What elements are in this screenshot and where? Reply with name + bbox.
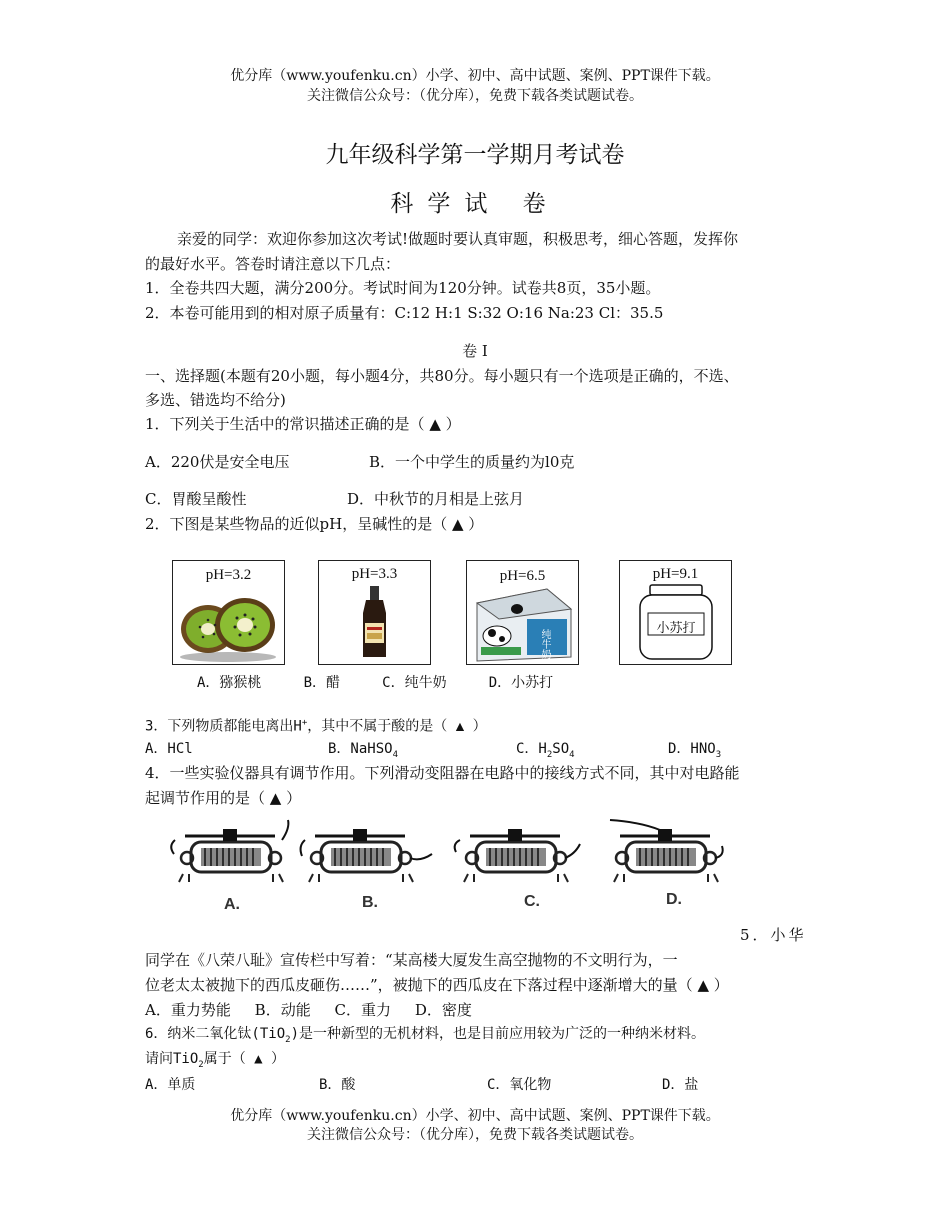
q3-option-a: A．HCl [145,741,193,757]
intro-line-2: 的最好水平。答卷时请注意以下几点： [145,255,401,273]
q3-stem-post: ，其中不属于酸的是（ ▲ ） [307,718,487,735]
milk-figure [466,560,579,665]
q6-line2-pre: 请问TiO [145,1051,199,1067]
footer-line-1: 优分库（www.youfenku.cn）小学、初中、高中试题、案例、PPT课件下载。 [230,1108,720,1124]
header-line-2: 关注微信公众号：（优分库），免费下载各类试题试卷。 [307,88,643,104]
q1-stem: 1．下列关于生活中的常识描述正确的是（ ▲ ） [145,415,461,433]
page-title: 九年级科学第一学期月考试卷 [325,142,625,168]
q5-stem-line-2: 位老太太被抛下的西瓜皮砸伤……”，被抛下的西瓜皮在下落过程中逐渐增大的量（ ▲ ） [145,976,729,994]
rheostat-b [301,829,432,882]
q1-option-a: A．220伏是安全电压 [145,453,290,471]
q3-b-pre: B．NaHSO [328,741,393,757]
q3-stem-pre: 3．下列物质都能电离出H [145,718,302,735]
q6-line1-sub: 2 [285,1034,291,1045]
intro-line-1: 亲爱的同学：欢迎你参加这次考试!做题时要认真审题，积极思考，细心答题，发挥你 [177,230,739,248]
header-line-1: 优分库（www.youfenku.cn）小学、初中、高中试题、案例、PPT课件下载。 [230,68,720,84]
baking-soda-figure [619,560,732,665]
q1-option-c: C．胃酸呈酸性 [145,490,247,508]
q6-line2-post: 属于（ ▲ ） [203,1051,286,1067]
q3-c-pre: C．H [516,741,547,757]
q6-option-d: D．盐 [662,1077,699,1093]
q2-options: A．猕猴桃 B．醋 C．纯牛奶 D．小苏打 [197,675,554,691]
q3-c-sub2: 4 [569,749,575,760]
q6-option-c: C．氧化物 [487,1077,552,1093]
q3-stem [145,714,487,736]
q6-stem-line-2 [145,1050,285,1074]
q3-option-c [516,740,575,764]
vinegar-figure [318,560,431,665]
q1-option-b: B．一个中学生的质量约为l0克 [369,453,575,471]
rheostat-label-b: B. [362,894,378,911]
q3-option-b [328,740,398,764]
milk-carton-label: 纯牛奶 [539,629,550,659]
q3-c-mid: SO [552,741,570,757]
q4-stem-line-2: 起调节作用的是（ ▲ ） [145,789,302,807]
kiwi-figure [172,560,285,665]
vinegar-bottle-icon [319,561,430,664]
kiwi-icon [173,561,284,664]
q3-b-sub: 4 [392,749,398,760]
rheostat-c [455,829,580,882]
milk-carton-icon [467,561,578,664]
q3-d-pre: D．HNO [668,741,716,757]
rheostat-label-d: D. [666,891,682,908]
intro-note-2: 2．本卷可能用到的相对原子质量有：C:12 H:1 S:32 O:16 Na:23 Cl：35.5 [145,304,664,322]
rheostat-d [610,820,723,882]
ph-label-baking-soda: pH=9.1 [652,566,699,582]
q3-stem-sup: + [301,718,308,728]
q3-option-d [668,740,721,764]
section-header-line-1: 一、选择题(本题有20小题，每小题4分，共80分。每小题只有一个选项是正确的，不选、 [145,367,739,385]
q6-line2-sub: 2 [198,1059,204,1070]
q2-stem: 2．下图是某些物品的近似pH，呈碱性的是（ ▲ ） [145,515,484,533]
intro-note-1: 1．全卷共四大题，满分200分。考试时间为120分钟。试卷共8页，35小题。 [145,279,661,297]
q3-c-sub1: 2 [546,749,553,760]
q5-options: A．重力势能 B．动能 C．重力 D．密度 [145,1001,472,1019]
volume-label: 卷 I [462,342,488,360]
q1-option-d: D．中秋节的月相是上弦月 [347,490,525,508]
rheostat-a [171,820,288,882]
page-subtitle: 科学试 卷 [390,191,560,217]
jar-label: 小苏打 [656,621,696,636]
q5-stem-line-1: 同学在《八荣八耻》宣传栏中写着：“某高楼大厦发生高空抛物的不文明行为，一 [145,951,678,969]
q6-line1-post: )是一种新型的无机材料，也是目前应用较为广泛的一种纳米材料。 [290,1026,706,1042]
q6-option-a: A．单质 [145,1077,196,1093]
q3-d-sub: 3 [715,749,722,760]
q6-option-b: B．酸 [319,1077,356,1093]
q4-stem-line-1: 4．一些实验仪器具有调节作用。下列滑动变阻器在电路中的接线方式不同，其中对电路能 [145,764,740,782]
ph-label-milk: pH=6.5 [499,568,546,584]
jar-icon [620,561,731,664]
section-header-line-2: 多选、错选均不给分) [145,391,286,409]
footer-line-2: 关注微信公众号：（优分库），免费下载各类试题试卷。 [307,1127,643,1143]
ph-label-vinegar: pH=3.3 [351,566,398,582]
ph-label-kiwi: pH=3.2 [205,567,252,583]
rheostat-label-a: A. [224,896,240,913]
q6-line1-pre: 6．纳米二氧化钛(TiO [145,1026,286,1042]
q6-stem-line-1 [145,1025,705,1049]
rheostat-label-c: C. [524,893,540,910]
q5-number: 5．小华 [740,926,807,944]
rheostat-figures [170,818,730,918]
